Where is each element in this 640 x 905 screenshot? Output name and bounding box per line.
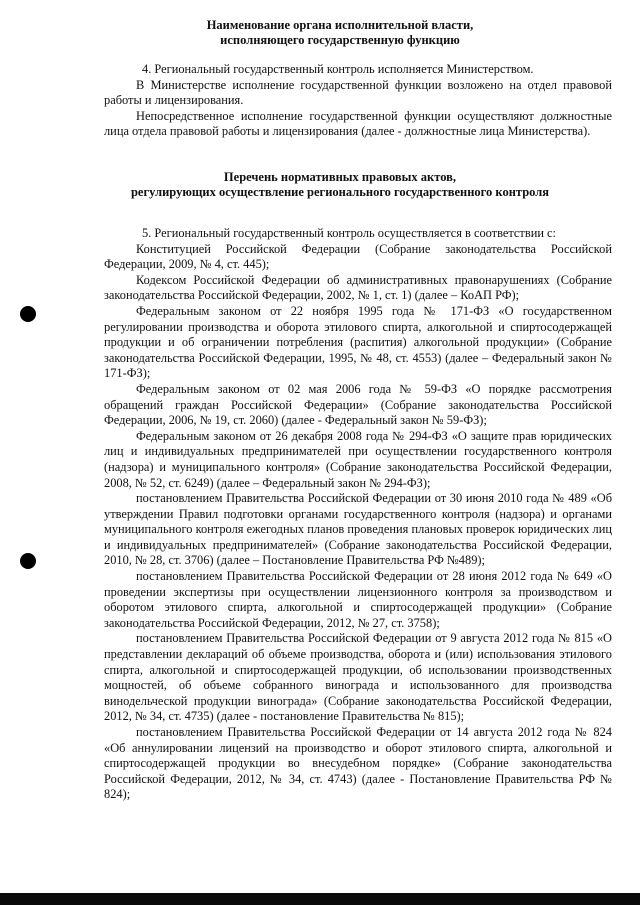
list-item: постановлением Правительства Российской Федерации от 28 июня 2012 года № 649 «О проведении экспертизы при осуществлении лицензионного контроля за производством и оборотом этилового спирта, алкогольной и спиртосодержащей продукции» (Собрание законодательства Российской Федерации, 2012, № 27, ст. 3758);	[104, 569, 612, 630]
list-item: постановлением Правительства Российской Федерации от 9 августа 2012 года № 815 «О представлении деклараций об объеме производства, оборота и (или) использования этилового спирта, алкогольной и спиртосодержащей продукции, об использовании производственных мощностей, об объеме собранного винограда и использованного для производства винодельческой продукции винограда» (Собрание законодательства Российской Федерации, 2012, № 34, ст. 4735) (далее - постановление Правительства № 815);	[104, 631, 612, 724]
paragraph-5: 5. Региональный государственный контроль осуществляется в соответствии с:	[142, 226, 556, 240]
paragraph-4: 4. Региональный государственный контроль исполняется Министерством.	[142, 62, 534, 76]
list-item: Федеральным законом от 22 ноября 1995 года № 171-ФЗ «О государственном регулировании производства и оборота этилового спирта, алкогольной и спиртосодержащей продукции и об ограничении потребления (распития) алкогольной продукции» (Собрание законодательства Российской Федерации, 1995, № 48, ст. 4553) (далее – Федеральный закон № 171-ФЗ);	[104, 303, 612, 381]
heading-line: Перечень нормативных правовых актов,	[223, 170, 457, 184]
list-item: Федеральным законом от 26 декабря 2008 года № 294-ФЗ «О защите прав юридических лиц и индивидуальных предпринимателей при осуществлении государственного контроля (надзора) и муниципального контроля» (Собрание законодательства Российской Федерации, 2008, № 52, ст. 6249) (далее – Федеральный закон № 294-ФЗ);	[104, 428, 612, 490]
list-item: Кодексом Российской Федерации об административных правонарушениях (Собрание законодательства Российской Федерации, 2002, № 1, ст. 1) (далее – КоАП РФ);	[104, 272, 612, 303]
section-legal-acts-text	[104, 226, 612, 803]
punch-hole-bottom	[20, 553, 36, 569]
section-heading-executive-body	[100, 18, 580, 48]
paragraph: Непосредственное исполнение государственной функции осуществляют должностные лица отдела правовой работы и лицензирования (далее - должностные лица Министерства).	[104, 108, 612, 139]
list-item: постановлением Правительства Российской Федерации от 30 июня 2010 года № 489 «Об утверждении Правил подготовки органами государственного контроля (надзора) и органами муниципального контроля ежегодных планов проведения плановых проверок юридических лиц и индивидуальных предпринимателей» (Собрание законодательства Российской Федерации, 2010, № 28, ст. 3706) (далее – Постановление Правительства РФ №489);	[104, 491, 612, 568]
punch-hole-top	[20, 306, 36, 322]
list-item: Конституцией Российской Федерации (Собрание законодательства Российской Федерации, 2009, № 4, ст. 445);	[104, 241, 612, 272]
heading-line: исполняющего государственную функцию	[220, 33, 460, 47]
heading-line: регулирующих осуществление регионального государственного контроля	[130, 185, 550, 199]
scan-edge-bar	[0, 893, 640, 905]
section-heading-legal-acts	[100, 170, 580, 200]
section-executive-body-text	[104, 62, 612, 140]
list-item: Федеральным законом от 02 мая 2006 года № 59-ФЗ «О порядке рассмотрения обращений граждан Российской Федерации» (Собрание законодательства Российской Федерации, 2006, № 19, ст. 2060) (далее - Федеральный закон № 59-ФЗ);	[104, 381, 612, 428]
paragraph: В Министерстве исполнение государственной функции возложено на отдел правовой работы и лицензирования.	[104, 77, 612, 108]
list-item: постановлением Правительства Российской Федерации от 14 августа 2012 года № 824 «Об аннулировании лицензий на производство и оборот этилового спирта, алкогольной и спиртосодержащей продукции во внесудебном порядке» (Собрание законодательства Российской Федерации, 2012, № 34, ст. 4743) (далее - Постановление Правительства РФ № 824);	[104, 725, 612, 802]
heading-line: Наименование органа исполнительной власти,	[206, 18, 474, 32]
